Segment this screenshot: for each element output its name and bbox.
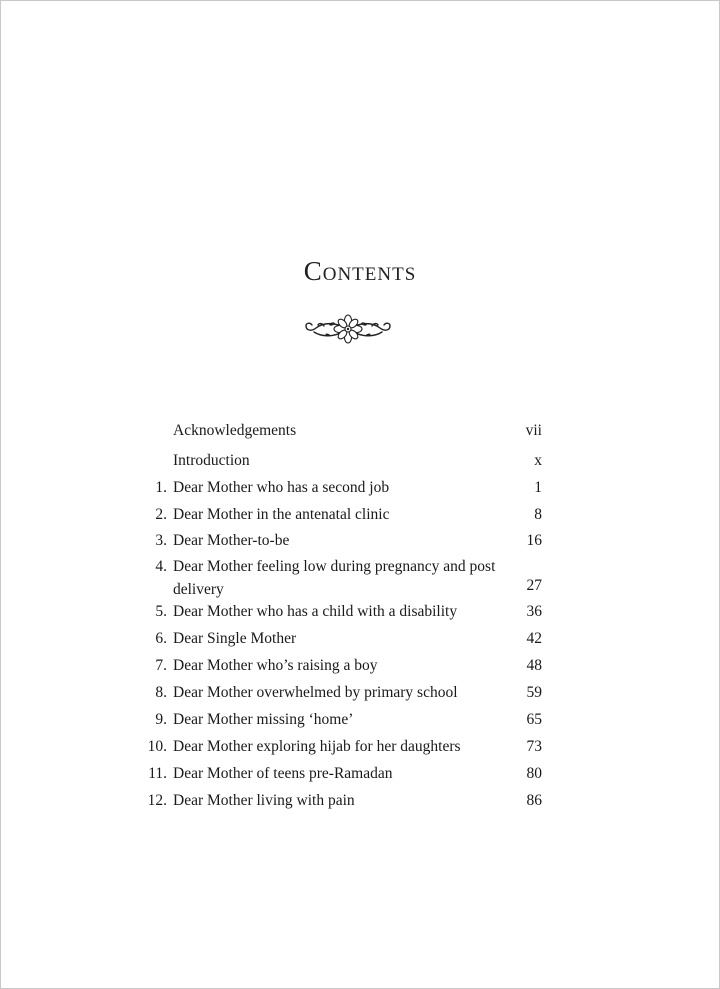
toc-entry-number: 1. <box>155 479 167 496</box>
toc-entry-page: vii <box>525 422 542 439</box>
toc-entry-page: 27 <box>526 577 542 594</box>
toc-entry-number: 3. <box>155 532 167 549</box>
toc-entry-page: 1 <box>534 479 542 496</box>
toc-entry-page: 86 <box>526 792 542 809</box>
toc-entry-number: 6. <box>155 630 167 647</box>
floral-flourish-icon <box>302 312 394 346</box>
toc-entry-title: Dear Mother exploring hijab for her daughters <box>173 738 461 755</box>
toc-entry-page: 59 <box>526 684 542 701</box>
toc-entry-number: 10. <box>147 738 167 755</box>
toc-entry-title: Dear Mother who has a child with a disability <box>173 603 458 620</box>
toc-entry-page: 8 <box>534 506 542 523</box>
toc-entry-title: Dear Mother-to-be <box>173 532 290 549</box>
toc-entry-title: Acknowledgements <box>173 422 297 439</box>
toc-entry-title: Dear Mother living with pain <box>173 792 355 809</box>
toc-entry-title: Dear Mother missing ‘home’ <box>173 711 354 728</box>
toc-entry-page: 42 <box>526 630 542 647</box>
toc-entry-number: 5. <box>155 603 167 620</box>
toc-entry-title: Dear Mother overwhelmed by primary school <box>173 684 458 701</box>
toc-entry-title: Introduction <box>173 452 250 469</box>
toc-entry-title: Dear Mother who’s raising a boy <box>173 657 378 674</box>
toc-entry-number: 2. <box>155 506 167 523</box>
toc-entry-page: 36 <box>526 603 542 620</box>
toc-entry-number: 11. <box>148 765 167 782</box>
toc-entry-title: Dear Mother in the antenatal clinic <box>173 506 390 523</box>
toc-entry-number: 7. <box>155 657 167 674</box>
toc-entry-page: 48 <box>526 657 542 674</box>
toc-entry-page: 65 <box>526 711 542 728</box>
toc-entry-page: 73 <box>526 738 542 755</box>
toc-entry-page: x <box>534 452 542 469</box>
toc-entry-title: Dear Single Mother <box>173 630 297 647</box>
toc-entry-number: 4. <box>155 558 167 575</box>
toc-entry-title: Dear Mother who has a second job <box>173 479 390 496</box>
toc-entry-title: Dear Mother feeling low during pregnancy and post delivery <box>173 558 496 598</box>
toc-entry-number: 12. <box>147 792 167 809</box>
toc-entry-number: 9. <box>155 711 167 728</box>
toc-entry-page: 16 <box>526 532 542 549</box>
toc-entry-title: Dear Mother of teens pre-Ramadan <box>173 765 393 782</box>
toc-entry-page: 80 <box>526 765 542 782</box>
toc-entry-number: 8. <box>155 684 167 701</box>
page-title: Contents <box>303 256 417 286</box>
